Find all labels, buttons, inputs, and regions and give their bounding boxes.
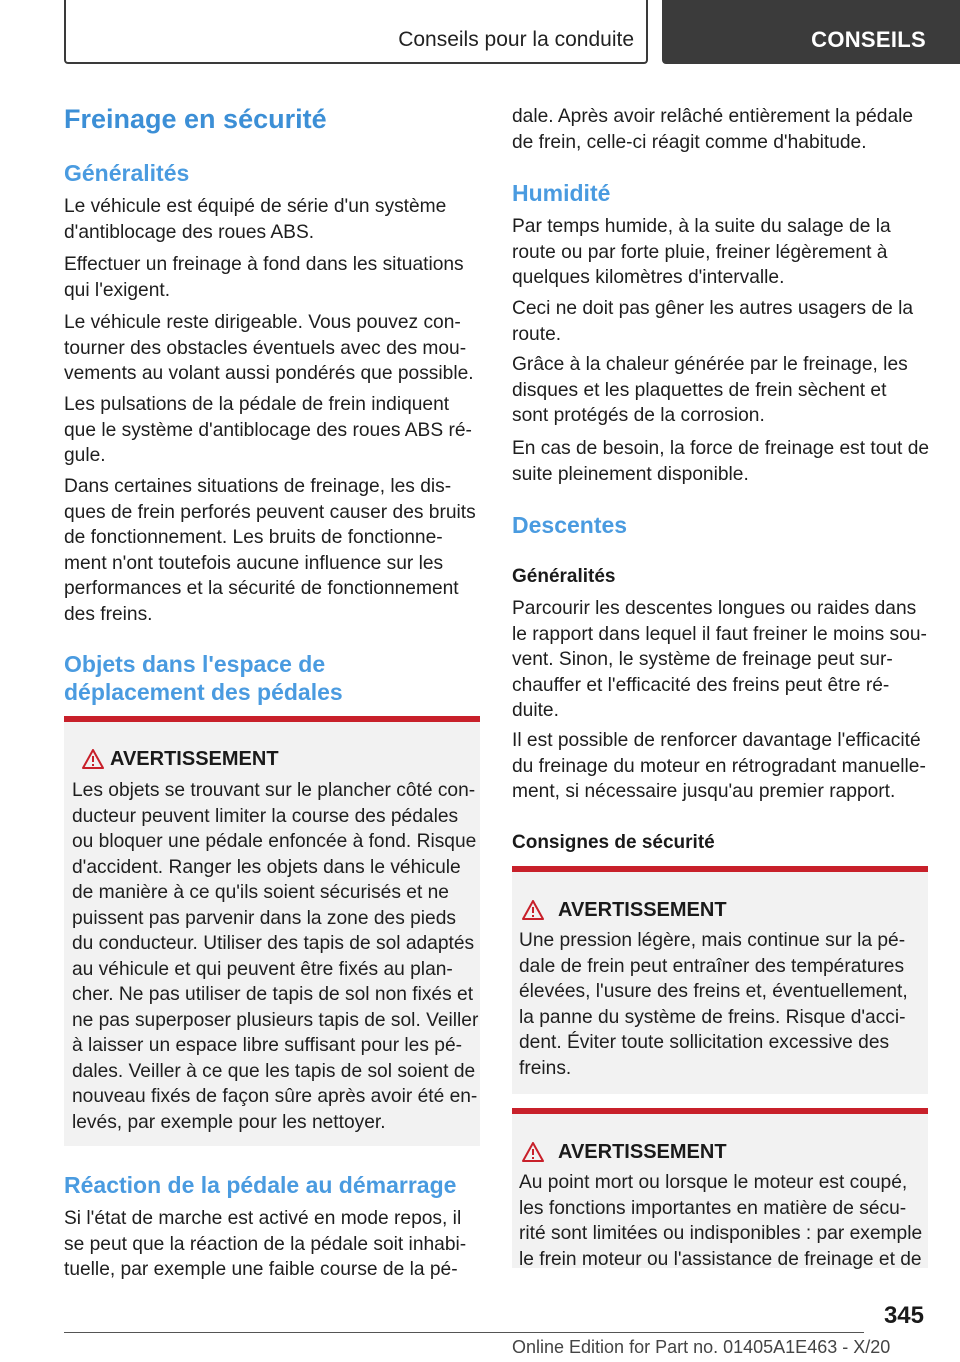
generalites-heading: Généralités bbox=[64, 160, 190, 186]
warning-text: Une pression légère, mais continue sur la pé‐ dale de frein peut entraîner des températures élevées, l'usure des freins et, éventuellement, la panne du système de freins. Risque d'acci‐ dent. Éviter toute sollicitation excessive des freins. bbox=[519, 930, 908, 1079]
objets-heading: Objets dans l'espace de déplacement des pédales bbox=[64, 651, 343, 705]
desc-generalites-heading: Généralités bbox=[512, 566, 616, 587]
paragraph: Le véhicule reste dirigeable. Vous pouvez con‐ tourner des obstacles éventuels avec des mou‐ vements au volant aussi pondérés que possible. bbox=[64, 312, 474, 384]
warning-text: Au point mort ou lorsque le moteur est coupé, les fonctions importantes en matière de sécu‐ rité sont limitées ou indisponibles : par exemple le frein moteur ou l'assistance de freinage et de bbox=[519, 1172, 923, 1270]
paragraph: Ceci ne doit pas gêner les autres usagers de la route. bbox=[512, 298, 914, 345]
warning-box bbox=[512, 1108, 928, 1268]
warning-icon bbox=[82, 749, 104, 769]
reaction-heading: Réaction de la pédale au démarrage bbox=[64, 1172, 457, 1198]
footer-divider bbox=[64, 1332, 864, 1333]
paragraph: En cas de besoin, la force de freinage est tout de suite pleinement disponible. bbox=[512, 438, 930, 485]
warning-box bbox=[512, 866, 928, 1094]
paragraph: Si l'état de marche est activé en mode repos, il se peut que la réaction de la pédale soit inhabi‐ tuelle, par exemple une faible course de la pé‐ bbox=[64, 1208, 467, 1280]
warning-icon bbox=[522, 900, 544, 920]
section-title: Freinage en sécurité bbox=[64, 104, 327, 134]
paragraph: Dans certaines situations de freinage, les dis‐ ques de frein perforés peuvent causer des bruits de fonctionnement. Les bruits de fonctionne‐ ment n'ont toutefois aucune influence sur les performances et la sécurité de fonctionnement des freins. bbox=[64, 476, 476, 625]
paragraph: Il est possible de renforcer davantage l'efficacité du freinage du moteur en rétrogradant manuelle‐ ment, si nécessaire jusqu'au premier rapport. bbox=[512, 730, 926, 802]
paragraph: Parcourir les descentes longues ou raides dans le rapport dans lequel il faut freiner le moins sou‐ vent. Sinon, le système de freinage peut sur‐ chauffer et l'efficacité des freins peut être ré‐ duite. bbox=[512, 598, 927, 721]
descentes-heading: Descentes bbox=[512, 512, 628, 538]
warning-icon bbox=[522, 1142, 544, 1162]
warning-title: AVERTISSEMENT bbox=[110, 748, 279, 770]
header-section-tab bbox=[64, 0, 648, 64]
warning-text: Les objets se trouvant sur le plancher côté con‐ ducteur peuvent limiter la course des pédales ou bloquer une pédale enfoncée à fond. Risque d'accident. Ranger les objets dans le véhicule de manière à ce qu'ils soient sécurisés et ne puissent pas parvenir dans la zone des pieds du conducteur. Utiliser des tapis de sol adaptés au véhicule et qui peuvent être fixés au plan‐ cher. Ne pas utiliser de tapis de sol non fixés et ne pas superposer plusieurs tapis de sol. Veiller à laisser un espace libre suffisant pour les pé‐ dales. Veiller à ce que les tapis de sol soient de nouveau fixés de façon sûre après avoir été en‐ levés, par exemple pour les nettoyer. bbox=[72, 780, 479, 1133]
paragraph: Le véhicule est équipé de série d'un système d'antiblocage des roues ABS. bbox=[64, 196, 447, 243]
header-chapter-title: CONSEILS bbox=[811, 27, 926, 52]
warning-title: AVERTISSEMENT bbox=[558, 899, 727, 921]
paragraph: Les pulsations de la pédale de frein indiquent que le système d'antiblocage des roues ABS ré‐ gule. bbox=[64, 394, 472, 466]
page-number: 345 bbox=[883, 1302, 924, 1329]
consignes-heading: Consignes de sécurité bbox=[512, 832, 715, 853]
paragraph: Par temps humide, à la suite du salage de la route ou par forte pluie, freiner légèrement à quelques kilomètres d'intervalle. bbox=[512, 216, 891, 288]
paragraph: Grâce à la chaleur générée par le freinage, les disques et les plaquettes de frein sèchent et sont protégés de la corrosion. bbox=[512, 354, 908, 426]
warning-title: AVERTISSEMENT bbox=[558, 1141, 727, 1163]
humidite-heading: Humidité bbox=[512, 180, 611, 206]
warning-box bbox=[64, 716, 480, 1146]
paragraph: dale. Après avoir relâché entièrement la pédale de frein, celle-ci réagit comme d'habitude. bbox=[512, 106, 914, 153]
footer-edition: Online Edition for Part no. 01405A1E463 - X/20 bbox=[512, 1337, 891, 1357]
header-section-title: Conseils pour la conduite bbox=[398, 28, 634, 51]
header-chapter-tab bbox=[662, 0, 960, 64]
paragraph: Effectuer un freinage à fond dans les situations qui l'exigent. bbox=[64, 254, 464, 301]
